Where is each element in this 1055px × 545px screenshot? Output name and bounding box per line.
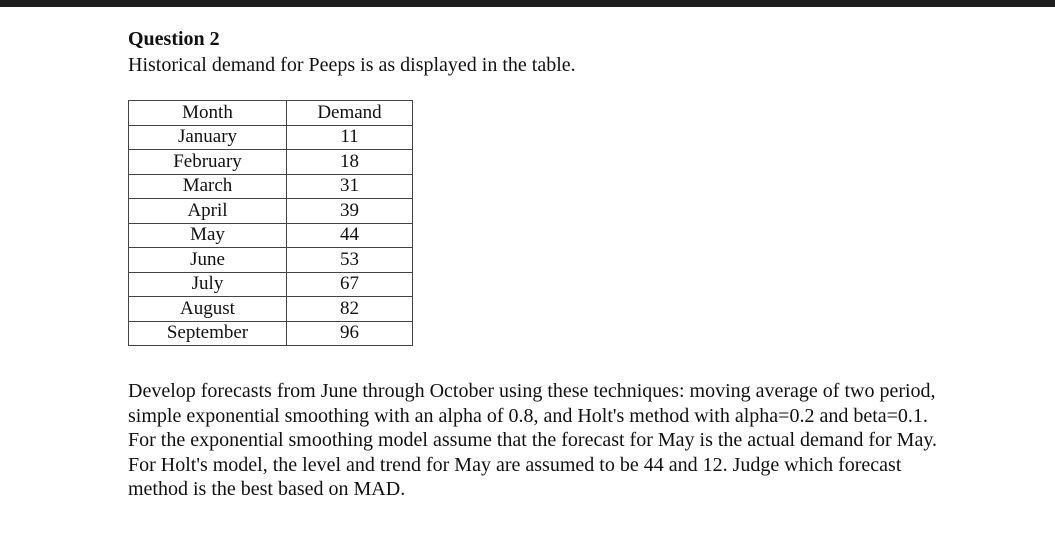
question-title: Question 2 (128, 28, 220, 50)
demand-column-header: Demand (287, 101, 413, 126)
instructions-paragraph: Develop forecasts from June through October using these techniques: moving average of two period, simple exponential smoothing with an alpha of 0.8, and Holt's method with alpha=0.2 and beta=0.1. For the exponential smoothing model assume that the forecast for May is the actual demand for May. For Holt's model, the level and trend for May are assumed to be 44 and 12. Judge which forecast method is the best based on MAD. (128, 380, 938, 500)
table-row (129, 272, 413, 297)
month-cell: April (129, 199, 287, 224)
demand-cell: 18 (287, 150, 413, 175)
month-cell: September (129, 321, 287, 346)
month-column-header: Month (129, 101, 287, 126)
demand-cell: 31 (287, 174, 413, 199)
demand-cell: 82 (287, 297, 413, 322)
table-header-row (129, 101, 413, 126)
month-cell: May (129, 223, 287, 248)
question-intro: Historical demand for Peeps is as displayed in the table. (128, 54, 576, 76)
demand-cell: 67 (287, 272, 413, 297)
demand-cell: 44 (287, 223, 413, 248)
table-row (129, 199, 413, 224)
demand-cell: 53 (287, 248, 413, 273)
table-row (129, 223, 413, 248)
demand-cell: 11 (287, 125, 413, 150)
month-cell: February (129, 150, 287, 175)
table-row (129, 174, 413, 199)
table-row (129, 125, 413, 150)
table-row (129, 297, 413, 322)
month-cell: July (129, 272, 287, 297)
month-cell: March (129, 174, 287, 199)
month-cell: June (129, 248, 287, 273)
demand-cell: 39 (287, 199, 413, 224)
table-row (129, 150, 413, 175)
month-cell: August (129, 297, 287, 322)
demand-table (128, 100, 413, 346)
demand-cell: 96 (287, 321, 413, 346)
table-row (129, 321, 413, 346)
top-bar (0, 0, 1055, 7)
month-cell: January (129, 125, 287, 150)
table-row (129, 248, 413, 273)
